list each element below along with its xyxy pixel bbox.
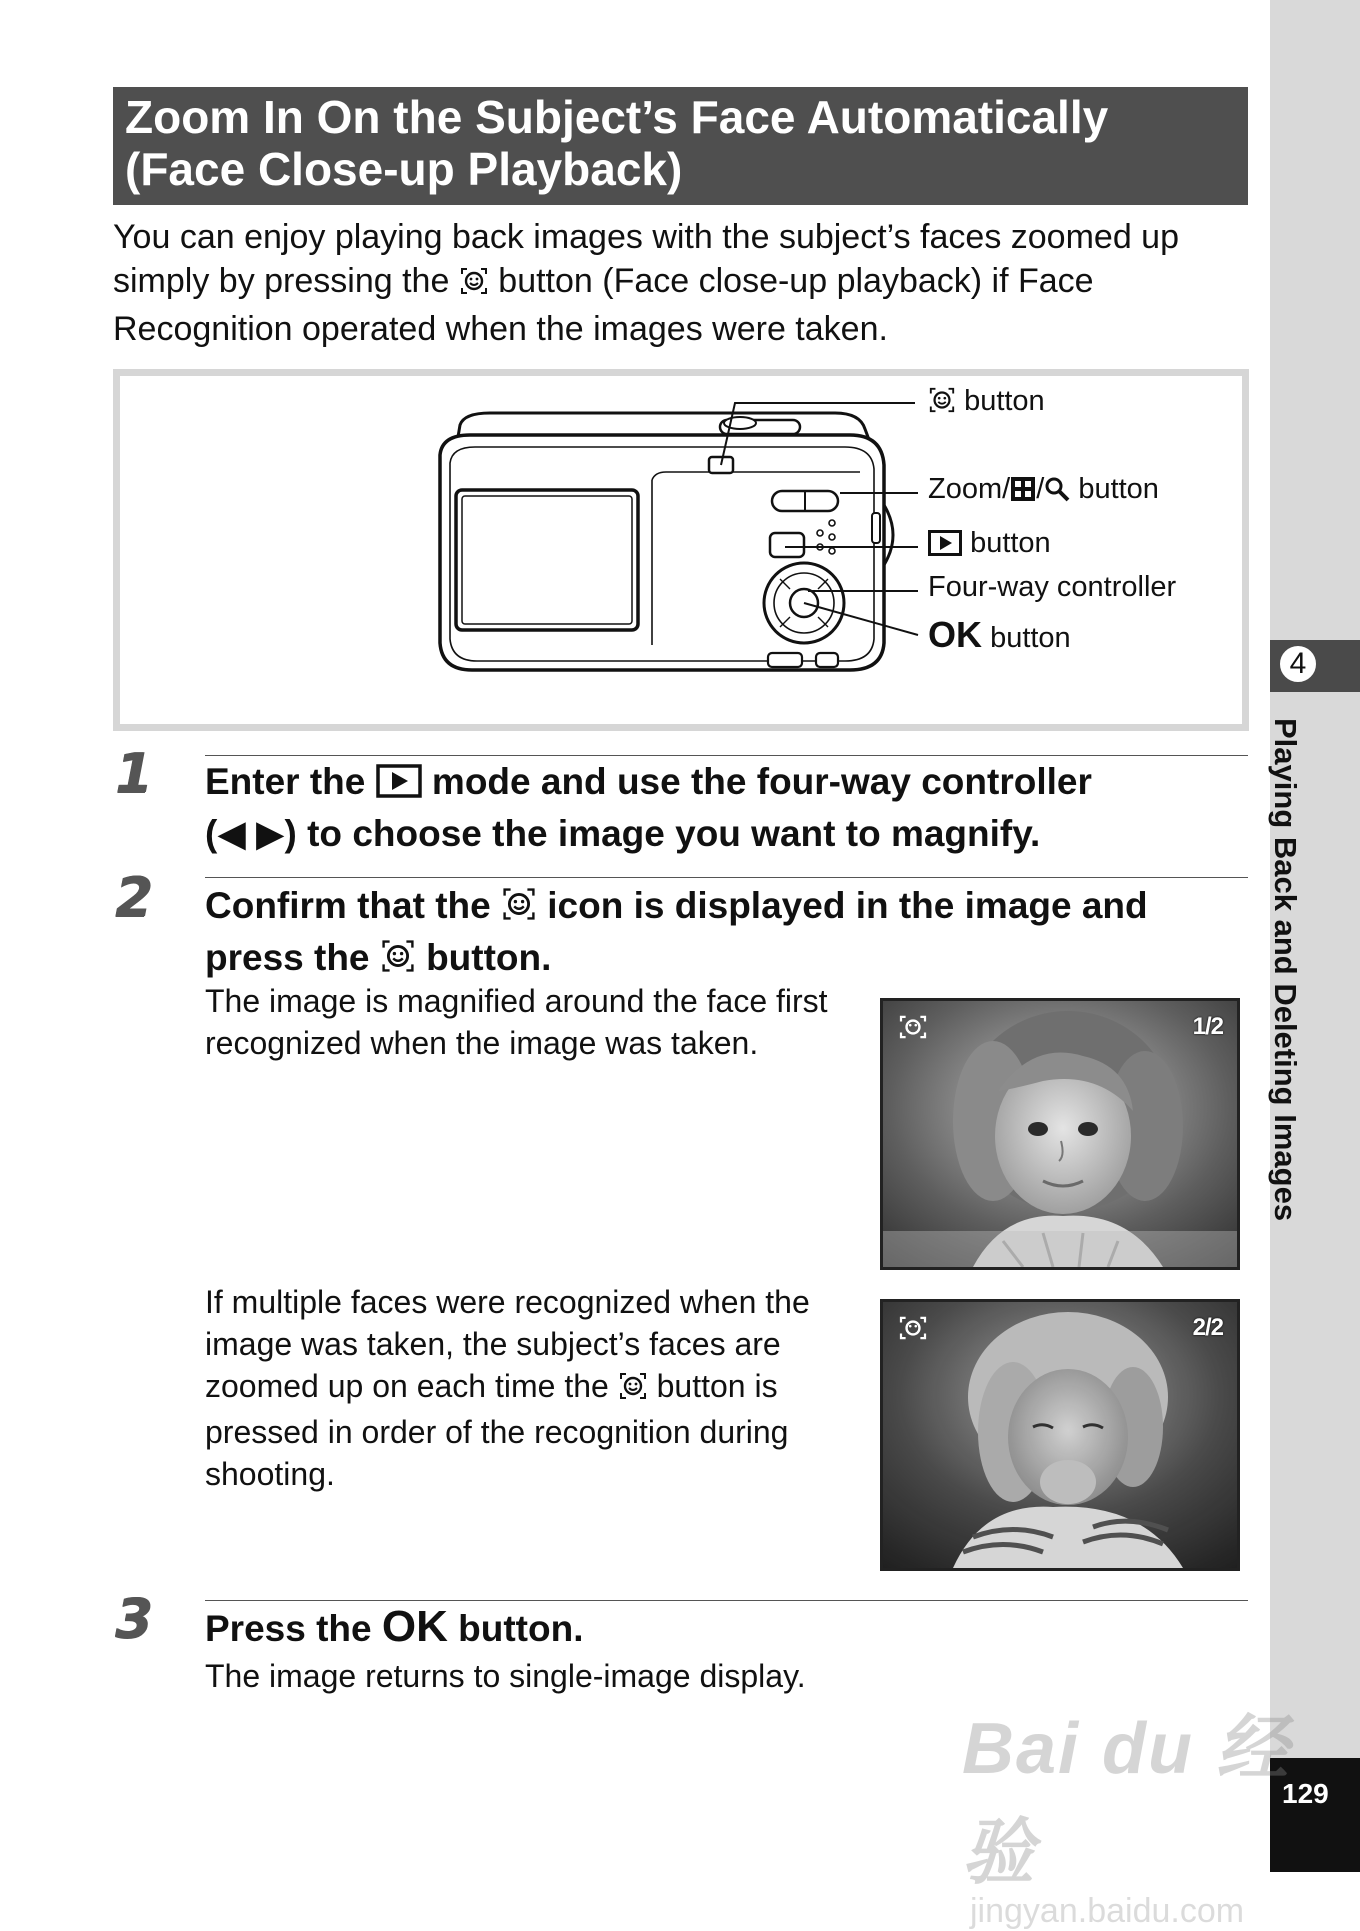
step-2-body-2-line3: [205, 1365, 865, 1411]
step-2-body-2-line1: If multiple faces were recognized when the: [205, 1284, 810, 1320]
chapter-title: Playing Back and Deleting Images: [1268, 718, 1303, 1222]
face-closeup-photo-1: [880, 998, 1240, 1270]
step-2-body-2-line3-text-1: zoomed up on each time the: [205, 1368, 609, 1404]
step-2-heading-text-3: press the: [205, 937, 370, 978]
step-3-heading: [205, 1603, 1255, 1653]
callout-four-way: Four-way controller: [928, 571, 1177, 603]
callout-play-button: [928, 527, 1051, 564]
section-title-line1: Zoom In On the Subject’s Face Automatically: [125, 91, 1109, 143]
section-title-line2: (Face Close-up Playback): [125, 143, 683, 195]
magnifier-icon: [1044, 476, 1070, 510]
watermark-text: Bai du 经验: [962, 1709, 1291, 1893]
callout-ok-label: button: [990, 622, 1071, 654]
ok-glyph: OK: [928, 614, 982, 655]
callout-play-label: button: [970, 527, 1051, 559]
step-1-heading-text-3: (◀ ▶) to choose the image you want to magnify.: [205, 813, 1041, 854]
step-1-rule: [205, 755, 1248, 756]
intro-text-1: You can enjoy playing back images with the subject’s faces zoomed up simply by pressing the: [113, 218, 1179, 300]
playback-icon: [376, 762, 422, 810]
face-closeup-photo-2: [880, 1299, 1240, 1571]
step-1-heading-text-2: mode and use the four-way controller: [431, 761, 1092, 802]
face-closeup-indicator-icon: [899, 1316, 927, 1340]
step-2-body-2-line2: image was taken, the subject’s faces are: [205, 1326, 781, 1362]
callout-zoom-suffix: button: [1078, 473, 1159, 505]
step-2-body-2-line4: pressed in order of the recognition during: [205, 1414, 789, 1450]
intro-text-2: button (Face close-up playback) if Face Recognition operated when the images were taken.: [113, 262, 1094, 348]
intro-paragraph: [113, 215, 1253, 351]
section-title: [113, 87, 1248, 205]
step-2-body-2: [205, 1281, 865, 1495]
callout-ok-button: [928, 614, 1071, 656]
page-number: 129: [1282, 1778, 1329, 1809]
callout-leader-lines: [700, 395, 940, 655]
step-3-number: 3: [115, 1587, 153, 1650]
step-3-rule: [205, 1600, 1248, 1601]
thumbnail-grid-icon: [1010, 476, 1036, 510]
step-3-heading-text-2: button.: [458, 1608, 584, 1649]
chapter-number: 4: [1278, 644, 1318, 684]
step-2-heading-text-2: icon is displayed in the image and: [547, 885, 1148, 926]
callout-face-button: [928, 385, 1045, 422]
step-1-number: 1: [115, 742, 153, 805]
step-2-number: 2: [115, 866, 153, 929]
face-closeup-icon: [459, 263, 489, 307]
face-closeup-icon: [618, 1369, 648, 1411]
face-closeup-icon: [501, 886, 537, 934]
step-2-heading: [205, 882, 1255, 986]
step-2-body-1: [205, 980, 865, 1064]
step-2-body-2-line5: shooting.: [205, 1456, 335, 1492]
face-counter: 2/2: [1192, 1314, 1223, 1341]
step-1-heading-text-1: Enter the: [205, 761, 366, 802]
step-3-body: The image returns to single-image display.: [205, 1658, 806, 1694]
step-2-body-1-line1: The image is magnified around the face first: [205, 983, 828, 1019]
playback-icon: [928, 530, 962, 564]
face-closeup-icon: [380, 938, 416, 986]
step-2-heading-text-4: button.: [426, 937, 552, 978]
face-counter: 1/2: [1192, 1013, 1223, 1040]
callout-zoom-prefix: Zoom/: [928, 473, 1011, 505]
callout-face-button-label: button: [964, 385, 1045, 417]
step-2-body-2-line3-text-2: button is: [656, 1368, 778, 1404]
step-3-heading-text-1: Press the: [205, 1608, 372, 1649]
child-portrait-1-image: [883, 1001, 1237, 1267]
child-portrait-2-image: [883, 1302, 1237, 1568]
step-2-body-1-line2: recognized when the image was taken.: [205, 1025, 759, 1061]
step-2-rule: [205, 877, 1248, 878]
watermark-url: jingyan.baidu.com: [970, 1892, 1245, 1930]
baidu-watermark: [962, 1690, 1360, 1931]
face-closeup-icon: [928, 386, 956, 422]
ok-glyph: OK: [381, 1602, 448, 1651]
callout-zoom-button: Zoom/ / button: [928, 473, 1159, 510]
step-2-heading-text-1: Confirm that the: [205, 885, 491, 926]
step-1-heading: [205, 758, 1255, 858]
face-closeup-indicator-icon: [899, 1015, 927, 1039]
